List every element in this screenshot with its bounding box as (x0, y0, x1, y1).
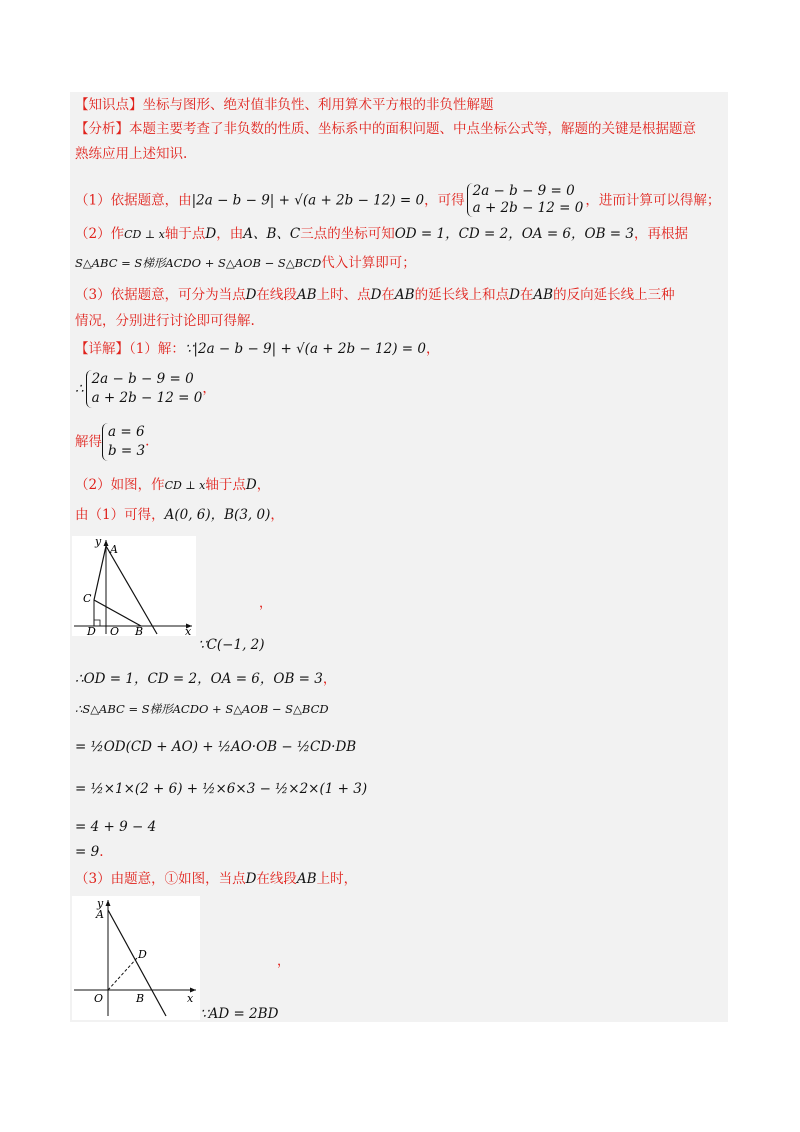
detail-part3-line1 (75, 870, 357, 888)
therefore-symbol: ∴ (75, 381, 84, 397)
point-d-label: D (87, 625, 96, 636)
detail-part2-line2 (75, 506, 284, 524)
text: ， (202, 380, 216, 397)
system-eq-1: 2a − b − 9 = 0 (472, 183, 575, 199)
analysis-part2-formula (75, 254, 416, 272)
equation: ∵|2a − b − 9| + √(a + 2b − 12) = 0 (184, 341, 426, 357)
point-c-label: C (83, 592, 92, 605)
math: AB (533, 287, 554, 303)
analysis-line-1: 【分析】本题主要考查了非负数的性质、坐标系中的面积问题、中点坐标公式等，解题的关键是根据题意 (75, 121, 696, 137)
calc-line-4 (75, 780, 367, 798)
text: ，再根据 (634, 226, 688, 242)
text: （1）依据题意，由 (75, 192, 192, 209)
point-d-label: D (138, 948, 147, 961)
text: （3）由题意，①如图，当点 (75, 871, 246, 887)
math: CD ⊥ x (124, 228, 165, 241)
figure-1-coordinate-plane (72, 536, 196, 636)
text: 的反向延长线上三种 (553, 287, 675, 303)
text: 在 (519, 287, 534, 303)
equation-system (467, 183, 584, 217)
solution-b: b = 3 (108, 443, 146, 459)
math: = 4 + 9 − 4 (75, 819, 157, 835)
math: CD ⊥ x (164, 479, 206, 492)
math: AB (394, 287, 415, 303)
text: ，可得 (424, 192, 465, 209)
text: （3）依据题意，可分为当点 (75, 287, 246, 303)
text: 在线段 (256, 871, 297, 887)
point-a-label: A (96, 908, 104, 921)
equation-system (86, 370, 203, 408)
math: = ½×1×(2 + 6) + ½×6×3 − ½×2×(1 + 3) (75, 781, 368, 797)
solution-system (102, 423, 145, 461)
text: ，由 (216, 226, 244, 242)
figure-1-comma: ， (259, 596, 273, 611)
text: . (145, 433, 150, 450)
analysis-part2 (75, 225, 688, 244)
calc-line-1 (75, 670, 336, 688)
system-eq-2: a + 2b − 12 = 0 (472, 200, 584, 216)
figure-2-coordinate-plane (72, 896, 200, 1020)
math: AB (296, 287, 317, 303)
figure-2-comma: ， (277, 954, 291, 969)
text: ， (270, 507, 284, 523)
text: 轴于点 (164, 226, 206, 242)
text: 的延长线上和点 (414, 287, 510, 303)
point-a-label: A (110, 543, 118, 556)
calc-line-6 (75, 843, 104, 861)
equation: |2a − b − 9| + √(a + 2b − 12) = 0 (191, 192, 425, 209)
detail-part2-line1 (75, 476, 270, 495)
figure-1-svg (72, 536, 196, 636)
system-eq-1: 2a − b − 9 = 0 (91, 371, 194, 387)
y-axis-label: y (97, 897, 104, 910)
math: A、B、C (243, 226, 301, 242)
figure-2-svg (72, 896, 200, 1020)
given-ad-2bd (200, 1005, 278, 1023)
text: 在 (381, 287, 395, 303)
calc-line-3 (75, 738, 356, 756)
text: 解得 (75, 434, 102, 450)
math: D (245, 477, 257, 493)
math: ∵C(−1, 2) (198, 637, 265, 653)
text: （2）如图，作 (75, 477, 165, 493)
analysis-part3-line2: 情况，分别进行讨论即可得解. (75, 313, 255, 329)
text: 轴于点 (205, 477, 246, 493)
solution-a: a = 6 (108, 424, 145, 440)
analysis-part1 (75, 184, 720, 218)
analysis-line-2: 熟练应用上述知识. (75, 146, 188, 162)
text: ， (256, 477, 271, 493)
text: （2）作 (75, 226, 125, 242)
x-axis-label: x (187, 992, 194, 1005)
y-axis-label: y (95, 536, 102, 548)
point-b-label: B (136, 992, 145, 1005)
given-point-c (198, 636, 265, 654)
area-formula: S△ABC = S梯形ACDO + S△AOB − S△BCD (75, 256, 322, 270)
math: = ½OD(CD + AO) + ½AO·OB − ½CD·DB (75, 739, 357, 755)
text: . (99, 844, 104, 860)
detail-part1-system (75, 370, 216, 408)
calc-line-2 (75, 700, 329, 718)
text: 由（1）可得， (75, 507, 165, 523)
detail-part1-line1 (75, 340, 439, 358)
system-eq-2: a + 2b − 12 = 0 (91, 390, 203, 406)
text: 【详解】（1）解： (75, 341, 185, 357)
math: ∴OD = 1，CD = 2，OA = 6，OB = 3 (75, 671, 323, 687)
math: A(0, 6)，B(3, 0) (164, 507, 271, 523)
math: = 9 (75, 844, 100, 860)
math: D (509, 287, 520, 303)
math: ∵AD = 2BD (200, 1006, 279, 1022)
analysis-part3-line1 (75, 286, 675, 304)
knowledge-point-line: 【知识点】坐标与图形、绝对值非负性、利用算术平方根的非负性解题 (75, 97, 494, 113)
text: 上时， (316, 871, 358, 887)
text: ， (322, 671, 337, 687)
point-b-label: B (135, 625, 144, 636)
text: 三点的坐标可知 (300, 226, 395, 242)
origin-label: O (110, 625, 120, 636)
math: D (245, 287, 257, 303)
text: ， (425, 341, 440, 357)
math: D (205, 226, 217, 242)
calc-line-5 (75, 818, 156, 836)
math: OD = 1，CD = 2，OA = 6，OB = 3 (394, 226, 634, 242)
text: ，进而计算可以得解； (585, 192, 721, 209)
text: 代入计算即可； (321, 255, 416, 271)
math: D (245, 871, 257, 887)
math: ∴S△ABC = S梯形ACDO + S△AOB − S△BCD (75, 702, 329, 716)
origin-label: O (94, 992, 104, 1005)
text: 在线段 (256, 287, 297, 303)
math: D (370, 287, 382, 303)
detail-part1-solution (75, 423, 149, 461)
math: AB (296, 871, 317, 887)
x-axis-label: x (185, 625, 192, 636)
text: 上时、点 (316, 287, 371, 303)
